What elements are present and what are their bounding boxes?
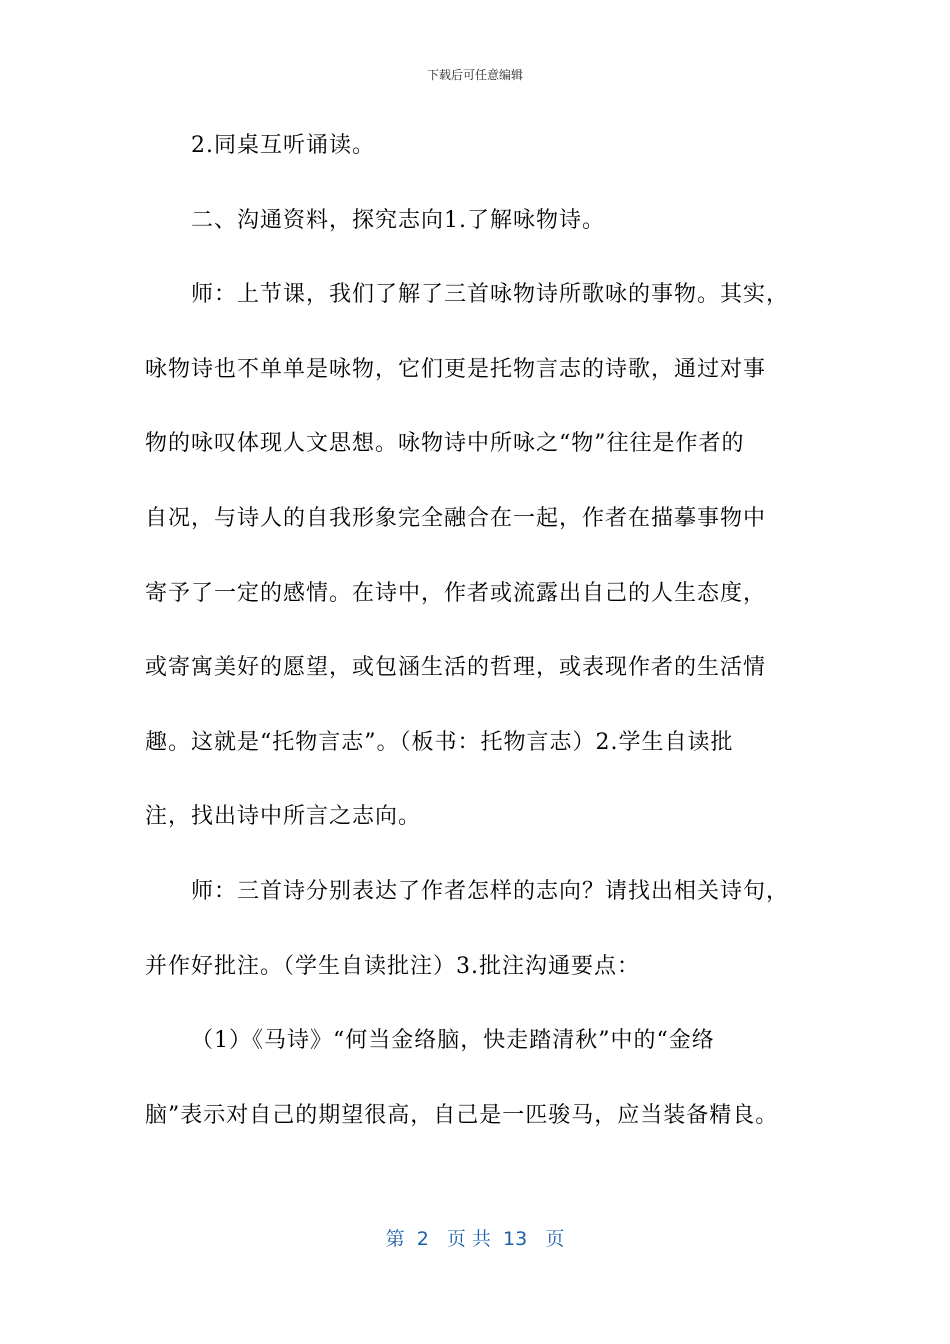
document-body <box>145 129 805 1173</box>
paragraph-line: 自况，与诗人的自我形象完全融合在一起，作者在描摹事物中 <box>145 505 767 531</box>
paragraph-line: 咏物诗也不单单是咏物，它们更是托物言志的诗歌，通过对事 <box>145 356 767 382</box>
paragraph-line: 脑”表示对自己的期望很高，自己是一匹骏马，应当装备精良。 <box>145 1102 779 1128</box>
paragraph-line: 师：三首诗分别表达了作者怎样的志向？请找出相关诗句， <box>191 878 790 904</box>
paragraph-line: （1）《马诗》“何当金络脑，快走踏清秋”中的“金络 <box>191 1028 715 1054</box>
paragraph-line: 注，找出诗中所言之志向。 <box>145 804 422 830</box>
paragraph-line: 二、沟通资料，探究志向1.了解咏物诗。 <box>191 207 605 233</box>
page-header: 下载后可任意编辑 <box>426 68 523 82</box>
paragraph-line: 物的咏叹体现人文思想。咏物诗中所咏之“物”往往是作者的 <box>145 431 745 457</box>
paragraph-line: 2.同桌互听诵读。 <box>191 133 375 158</box>
paragraph-line: 或寄寓美好的愿望，或包涵生活的哲理，或表现作者的生活情 <box>145 655 767 681</box>
paragraph-line: 寄予了一定的感情。在诗中，作者或流露出自己的人生态度， <box>145 580 767 606</box>
paragraph-line: 趣。这就是“托物言志”。（板书：托物言志）2.学生自读批 <box>145 729 734 755</box>
page-number-footer: 第 2 页 共 13 页 <box>385 1228 565 1250</box>
paragraph-line: 并作好批注。（学生自读批注）3.批注沟通要点： <box>145 953 640 979</box>
paragraph-line: 师：上节课，我们了解了三首咏物诗所歌咏的事物。其实， <box>191 282 790 308</box>
